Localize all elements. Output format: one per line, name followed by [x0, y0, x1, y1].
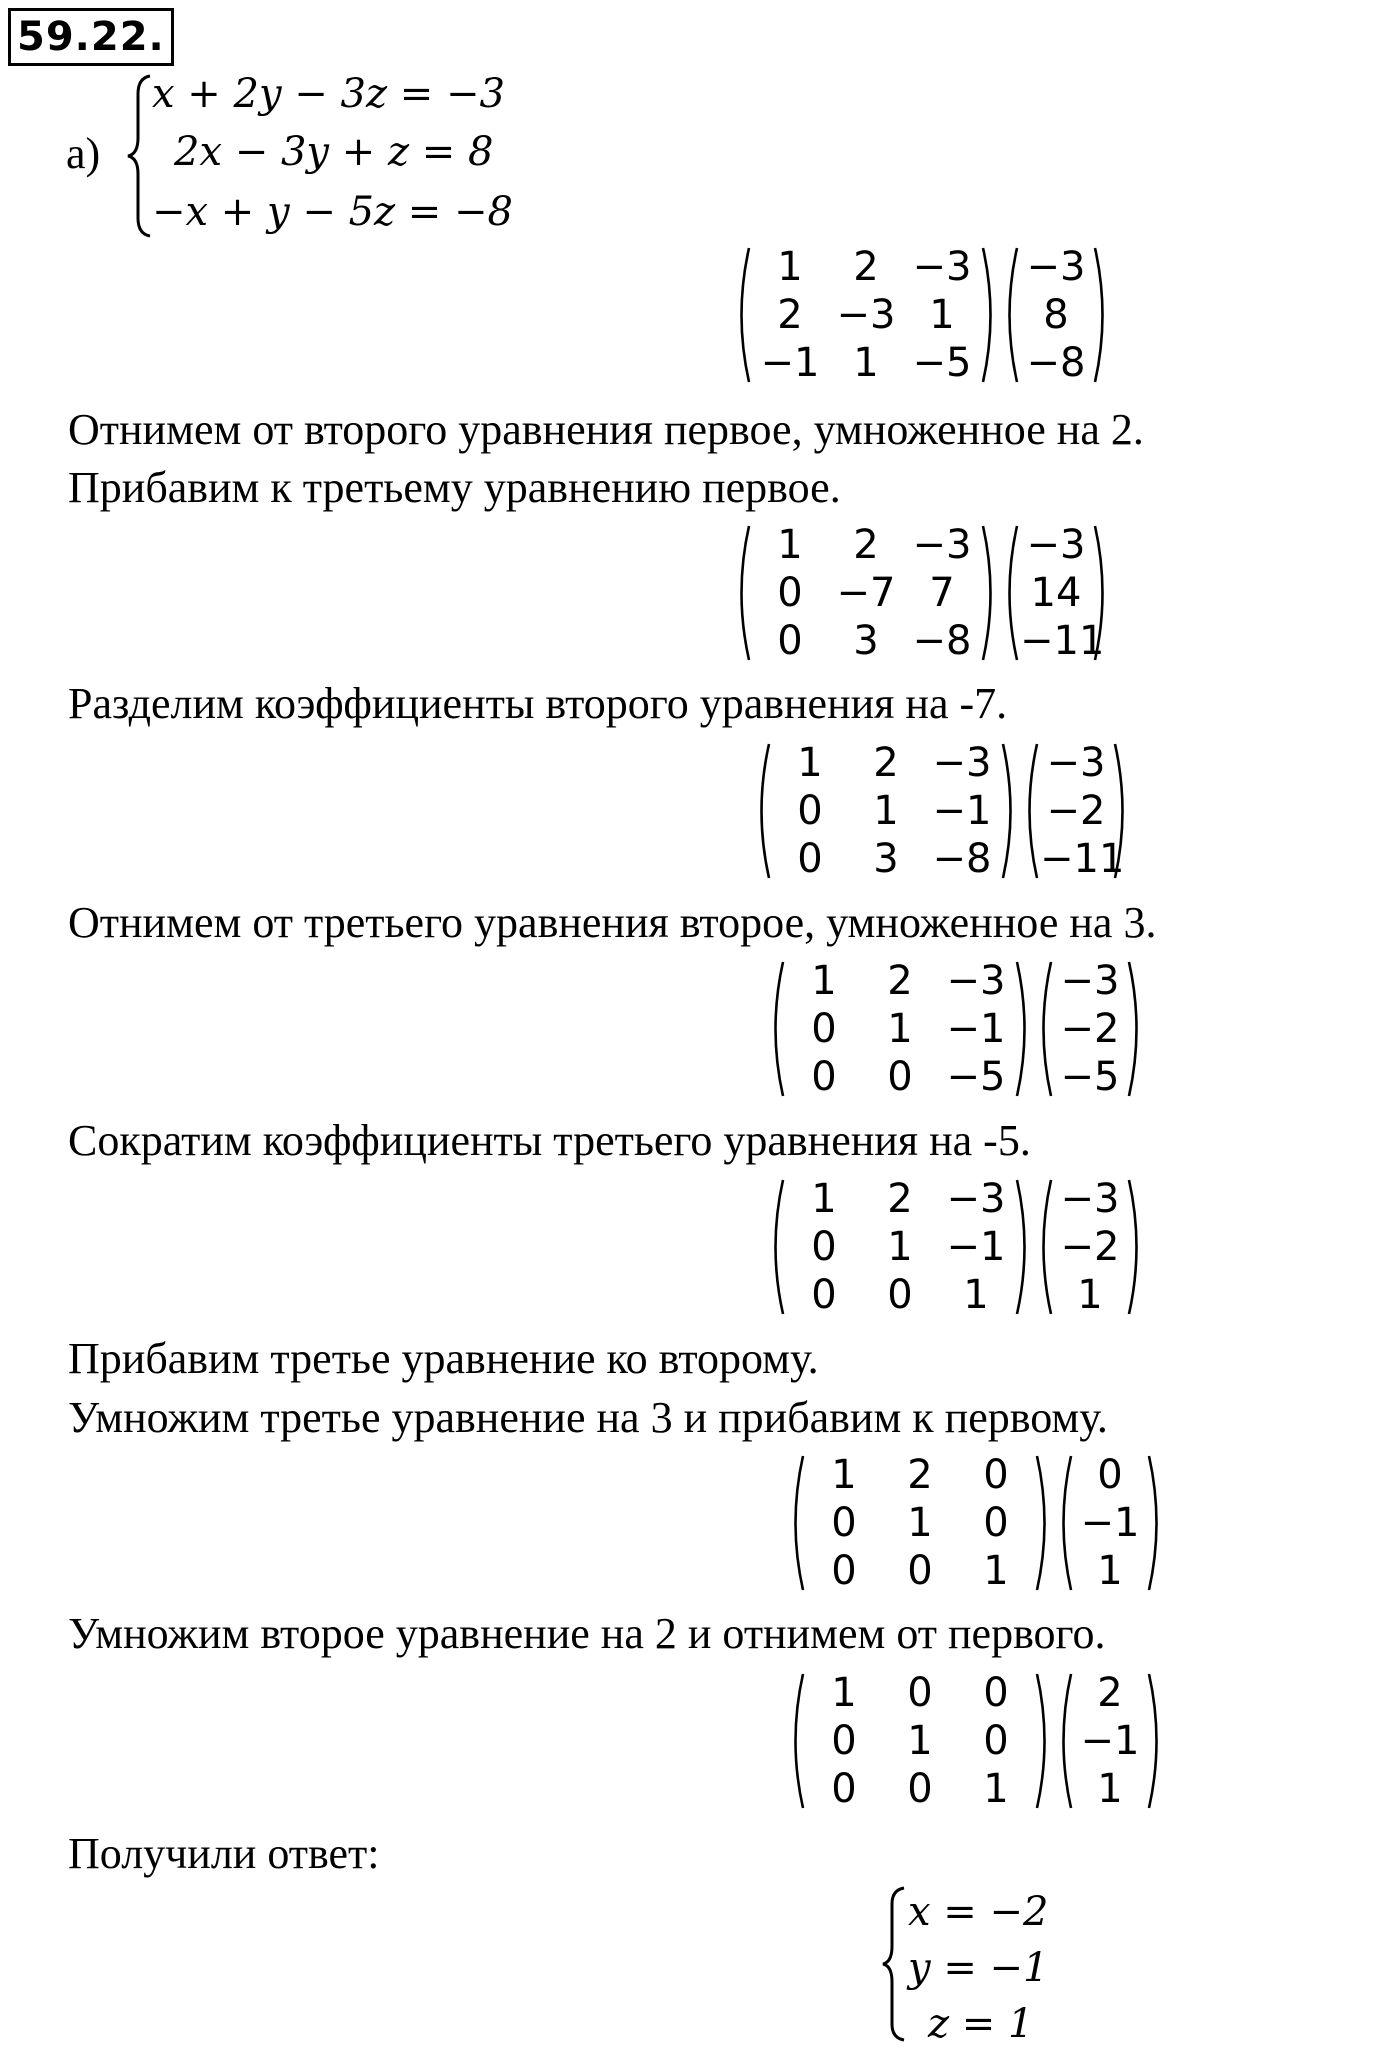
- matrix-cell: 0: [811, 1006, 837, 1052]
- matrix-cell: 0: [887, 1054, 913, 1100]
- matrix-cell: 0: [797, 788, 823, 834]
- rhs-cell: −2: [1060, 1224, 1120, 1270]
- coefficient-matrix: [772, 740, 1000, 882]
- matrix-cell: −8: [932, 836, 992, 882]
- matrix-cell: 0: [811, 1224, 837, 1270]
- step-3-text: Разделим коэффициенты второго уравнения на -7.: [68, 679, 1008, 728]
- rhs-cell: −2: [1046, 788, 1106, 834]
- matrix-cell: 2: [887, 1176, 913, 1222]
- matrix-cell: 0: [983, 1452, 1009, 1498]
- matrix-cell: 0: [887, 1272, 913, 1318]
- rhs-cell: 2: [1097, 1670, 1123, 1716]
- right-paren: [980, 523, 1000, 663]
- matrix-cell: 1: [777, 522, 803, 568]
- matrix-cell: 1: [983, 1766, 1009, 1812]
- system-brace: [124, 72, 154, 240]
- matrix-cell: 1: [887, 1006, 913, 1052]
- rhs-vector: [1054, 1176, 1126, 1318]
- matrix-cell: 0: [811, 1272, 837, 1318]
- rhs-cell: 1: [1097, 1766, 1123, 1812]
- system-equation-1: x + 2y − 3z = −3: [152, 71, 505, 117]
- augmented-matrix-4: [766, 958, 1146, 1100]
- matrix-cell: 3: [853, 618, 879, 664]
- left-paren: [732, 245, 752, 385]
- matrix-cell: 0: [831, 1718, 857, 1764]
- rhs-vector: [1074, 1670, 1146, 1812]
- coefficient-matrix: [806, 1670, 1034, 1812]
- matrix-cell: 2: [873, 740, 899, 786]
- matrix-cell: 0: [811, 1054, 837, 1100]
- matrix-cell: 2: [907, 1452, 933, 1498]
- rhs-vector: [1040, 740, 1125, 882]
- matrix-cell: 1: [797, 740, 823, 786]
- augmented-matrix-3: [752, 740, 1132, 882]
- matrix-cell: 0: [777, 570, 803, 616]
- rhs-cell: −3: [1060, 1176, 1120, 1222]
- matrix-cell: 0: [907, 1766, 933, 1812]
- step-6-text-1: Прибавим третье уравнение ко второму.: [68, 1334, 819, 1383]
- matrix-cell: 1: [831, 1452, 857, 1498]
- answer-x: x = −2: [908, 1889, 1049, 1935]
- rhs-cell: −5: [1060, 1054, 1120, 1100]
- rhs-cell: −1: [1080, 1500, 1140, 1546]
- augmented-matrix-1: [732, 244, 1112, 386]
- rhs-cell: −1: [1080, 1718, 1140, 1764]
- coefficient-matrix: [786, 958, 1014, 1100]
- left-paren: [1034, 959, 1054, 1099]
- matrix-cell: −8: [912, 618, 972, 664]
- part-label: а): [66, 129, 101, 178]
- rhs-cell: −2: [1060, 1006, 1120, 1052]
- left-paren: [1000, 523, 1020, 663]
- step-7-text: Умножим второе уравнение на 2 и отнимем от первого.: [68, 1609, 1106, 1658]
- matrix-cell: −3: [932, 740, 992, 786]
- step-2-text-2: Прибавим к третьему уравнению первое.: [68, 463, 841, 512]
- matrix-cell: −1: [932, 788, 992, 834]
- rhs-cell: 1: [1077, 1272, 1103, 1318]
- rhs-cell: −11: [1040, 836, 1125, 882]
- rhs-cell: −8: [1026, 340, 1086, 386]
- matrix-cell: 1: [853, 340, 879, 386]
- rhs-vector: [1020, 244, 1092, 386]
- answer-y: y = −1: [908, 1945, 1049, 1991]
- matrix-cell: 1: [929, 292, 955, 338]
- matrix-cell: 1: [811, 1176, 837, 1222]
- matrix-cell: 1: [811, 958, 837, 1004]
- rhs-vector: [1054, 958, 1126, 1100]
- right-paren: [1034, 1453, 1054, 1593]
- matrix-cell: 2: [887, 958, 913, 1004]
- left-paren: [766, 959, 786, 1099]
- coefficient-matrix: [806, 1452, 1034, 1594]
- left-paren: [1020, 741, 1040, 881]
- answer-brace: [880, 1884, 908, 2044]
- rhs-cell: 14: [1030, 570, 1082, 616]
- augmented-matrix-6: [786, 1452, 1166, 1594]
- left-paren: [786, 1453, 806, 1593]
- matrix-cell: 2: [853, 244, 879, 290]
- matrix-cell: −3: [946, 958, 1006, 1004]
- matrix-cell: 1: [887, 1224, 913, 1270]
- matrix-cell: 7: [929, 570, 955, 616]
- right-paren: [1112, 741, 1132, 881]
- augmented-matrix-5: [766, 1176, 1146, 1318]
- coefficient-matrix: [752, 522, 980, 664]
- matrix-cell: 1: [777, 244, 803, 290]
- matrix-cell: 0: [777, 618, 803, 664]
- left-paren: [752, 741, 772, 881]
- left-paren: [766, 1177, 786, 1317]
- coefficient-matrix: [752, 244, 980, 386]
- matrix-cell: 1: [873, 788, 899, 834]
- matrix-cell: −3: [946, 1176, 1006, 1222]
- step-4-text: Отнимем от третьего уравнения второе, умноженное на 3.: [68, 898, 1157, 947]
- matrix-cell: 0: [831, 1500, 857, 1546]
- step-6-text-2: Умножим третье уравнение на 3 и прибавим к первому.: [68, 1393, 1108, 1442]
- right-paren: [1126, 959, 1146, 1099]
- augmented-matrix-2: [732, 522, 1112, 664]
- left-paren: [1000, 245, 1020, 385]
- matrix-cell: −3: [912, 522, 972, 568]
- rhs-vector: [1020, 522, 1105, 664]
- problem-number: 59.22.: [8, 8, 174, 66]
- matrix-cell: 3: [873, 836, 899, 882]
- right-paren: [1146, 1671, 1166, 1811]
- rhs-cell: −3: [1046, 740, 1106, 786]
- right-paren: [1126, 1177, 1146, 1317]
- rhs-cell: 0: [1097, 1452, 1123, 1498]
- right-paren: [1034, 1671, 1054, 1811]
- right-paren: [1014, 959, 1034, 1099]
- matrix-cell: −7: [836, 570, 896, 616]
- matrix-cell: −1: [760, 340, 820, 386]
- right-paren: [1092, 245, 1112, 385]
- left-paren: [786, 1671, 806, 1811]
- matrix-cell: 0: [907, 1548, 933, 1594]
- matrix-cell: −3: [836, 292, 896, 338]
- answer-label: Получили ответ:: [68, 1829, 380, 1878]
- matrix-cell: 0: [983, 1500, 1009, 1546]
- answer-z: z = 1: [928, 2001, 1034, 2047]
- system-equation-2: 2x − 3y + z = 8: [174, 129, 494, 175]
- rhs-cell: 8: [1043, 292, 1069, 338]
- step-2-text-1: Отнимем от второго уравнения первое, умноженное на 2.: [68, 405, 1144, 454]
- rhs-cell: −11: [1020, 618, 1105, 664]
- right-paren: [1000, 741, 1020, 881]
- matrix-cell: 0: [983, 1670, 1009, 1716]
- left-paren: [1054, 1453, 1074, 1593]
- system-equation-3: −x + y − 5z = −8: [152, 189, 513, 235]
- matrix-cell: 2: [853, 522, 879, 568]
- matrix-cell: −5: [912, 340, 972, 386]
- matrix-cell: 0: [831, 1548, 857, 1594]
- matrix-cell: 1: [907, 1718, 933, 1764]
- matrix-cell: 1: [831, 1670, 857, 1716]
- left-paren: [1054, 1671, 1074, 1811]
- right-paren: [1014, 1177, 1034, 1317]
- matrix-cell: −3: [912, 244, 972, 290]
- matrix-cell: −1: [946, 1006, 1006, 1052]
- matrix-cell: 1: [983, 1548, 1009, 1594]
- matrix-cell: 0: [797, 836, 823, 882]
- step-5-text: Сократим коэффициенты третьего уравнения на -5.: [68, 1116, 1031, 1165]
- matrix-cell: 2: [777, 292, 803, 338]
- matrix-cell: 1: [963, 1272, 989, 1318]
- coefficient-matrix: [786, 1176, 1014, 1318]
- matrix-cell: 0: [907, 1670, 933, 1716]
- matrix-cell: −5: [946, 1054, 1006, 1100]
- right-paren: [1092, 523, 1112, 663]
- right-paren: [1146, 1453, 1166, 1593]
- rhs-vector: [1074, 1452, 1146, 1594]
- rhs-cell: −3: [1026, 244, 1086, 290]
- matrix-cell: 0: [983, 1718, 1009, 1764]
- left-paren: [1034, 1177, 1054, 1317]
- augmented-matrix-7: [786, 1670, 1166, 1812]
- rhs-cell: −3: [1026, 522, 1086, 568]
- rhs-cell: −3: [1060, 958, 1120, 1004]
- rhs-cell: 1: [1097, 1548, 1123, 1594]
- matrix-cell: −1: [946, 1224, 1006, 1270]
- left-paren: [732, 523, 752, 663]
- right-paren: [980, 245, 1000, 385]
- matrix-cell: 0: [831, 1766, 857, 1812]
- matrix-cell: 1: [907, 1500, 933, 1546]
